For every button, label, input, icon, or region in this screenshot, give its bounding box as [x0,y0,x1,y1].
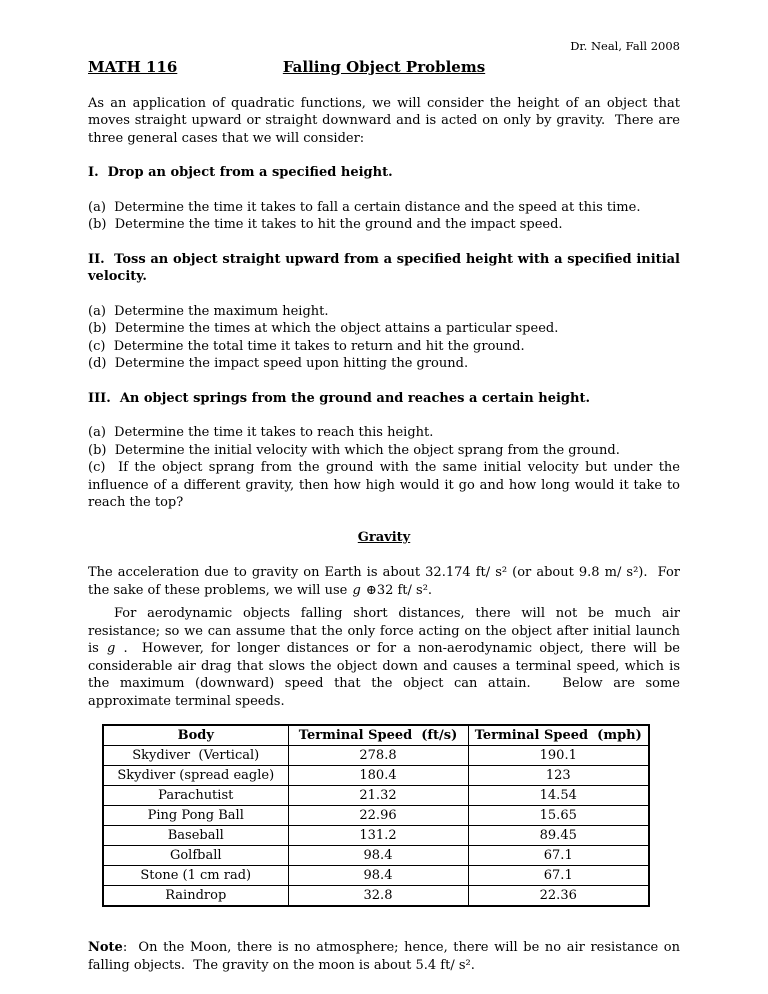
note-label: Note [88,940,123,955]
table-row [103,806,649,826]
page-title: Falling Object Problems [282,57,486,76]
table-cell-body: Baseball [103,826,288,846]
table-cell-mph: 190.1 [468,746,649,766]
table-cell-ftps: 32.8 [288,886,468,907]
title-bar [88,59,680,81]
table-cell-mph: 14.54 [468,786,649,806]
list-item: (b) Determine the time it takes to hit the ground and the impact speed. [88,217,563,232]
table-cell-ftps: 131.2 [288,826,468,846]
list-item: (a) Determine the maximum height. [88,303,329,319]
text-run: . However, for longer distances or for a non-aerodynamic object, there will be considerable air drag that slows the object down and causes a terminal speed, which is the maximum (downward) speed that the object can attain. Below are some approximate terminal speeds. [88,641,680,709]
list-item: (a) Determine the time it takes to reach this height. [88,425,434,440]
table-row [103,766,649,786]
table-cell-mph: 123 [468,766,649,786]
section-3-items [88,424,680,512]
section-1-heading: I. Drop an object from a specified height. [88,165,393,180]
section-2-heading: II. Toss an object straight upward from a specified height with a specified initial velocity. [88,251,680,284]
list-item: (b) Determine the initial velocity with which the object sprang from the ground. [88,442,620,458]
math-g-symbol: g [106,641,116,656]
table-row [103,886,649,907]
table-cell-ftps: 22.96 [288,806,468,826]
table-header-cell: Body [103,725,288,746]
table-cell-body: Golfball [103,846,288,866]
section-3-heading: III. An object springs from the ground and reaches a certain height. [88,390,591,406]
byline: Dr. Neal, Fall 2008 [570,39,680,53]
text-run: : On the Moon, there is no atmosphere; hence, there will be no air resistance on falling objects. The gravity on the moon is about 5.4 ft/ s². [88,940,680,973]
table-cell-mph: 15.65 [468,806,649,826]
table-cell-body: Parachutist [103,786,288,806]
list-item: (b) Determine the times at which the object attains a particular speed. [88,321,559,336]
terminal-speed-table [102,724,650,907]
table-header-cell: Terminal Speed (mph) [468,725,649,746]
course-code: MATH 116 [88,57,178,76]
table-cell-ftps: 21.32 [288,786,468,806]
table-cell-mph: 22.36 [468,886,649,907]
table-row [103,786,649,806]
section-2-items [88,303,680,373]
table-cell-body: Ping Pong Ball [103,806,288,826]
table-header-cell: Terminal Speed (ft/s) [288,725,468,746]
list-item: (c) Determine the total time it takes to return and hit the ground. [88,338,525,354]
table-cell-mph: 67.1 [468,866,649,886]
list-item: (c) If the object sprang from the ground with the same initial velocity but under the influence of a different gravity, then how high would it go and how long would it take to reach the top? [88,460,680,510]
math-g-symbol: g [352,582,361,598]
table-row [103,866,649,886]
section-1-items [88,199,680,234]
text-run: The acceleration due to gravity on Earth is about 32.174 ft/ s² (or about 9.8 m/ s²). For the sake of these problems, we will use [88,565,680,598]
text-run: For aerodynamic objects falling short distances, there will not be much air resistance; so we can assume that the only force acting on the object after initial launch is [88,606,680,656]
table-header-row [103,725,649,746]
table-cell-ftps: 278.8 [288,746,468,766]
table-cell-body: Raindrop [103,886,288,907]
table-cell-body: Skydiver (Vertical) [103,746,288,766]
list-item: (d) Determine the impact speed upon hitting the ground. [88,356,469,371]
table-cell-body: Skydiver (spread eagle) [103,766,288,786]
table-cell-mph: 67.1 [468,846,649,866]
table-cell-body: Stone (1 cm rad) [103,866,288,886]
list-item: (a) Determine the time it takes to fall a certain distance and the speed at this time. [88,199,641,215]
gravity-heading: Gravity [357,529,411,545]
gravity-paragraph-2 [88,605,680,710]
table-row [103,846,649,866]
table-row [103,826,649,846]
text-run: ⊕32 ft/ s². [361,582,433,598]
table-cell-mph: 89.45 [468,826,649,846]
table-row [103,746,649,766]
gravity-paragraph-1 [88,564,680,599]
table-cell-ftps: 98.4 [288,846,468,866]
table-cell-ftps: 180.4 [288,766,468,786]
intro-paragraph: As an application of quadratic functions, we will consider the height of an object that moves straight upward or straight downward and is acted on only by gravity. There are three general cases that we will consider: [88,95,680,146]
table-cell-ftps: 98.4 [288,866,468,886]
note-paragraph [88,939,680,974]
